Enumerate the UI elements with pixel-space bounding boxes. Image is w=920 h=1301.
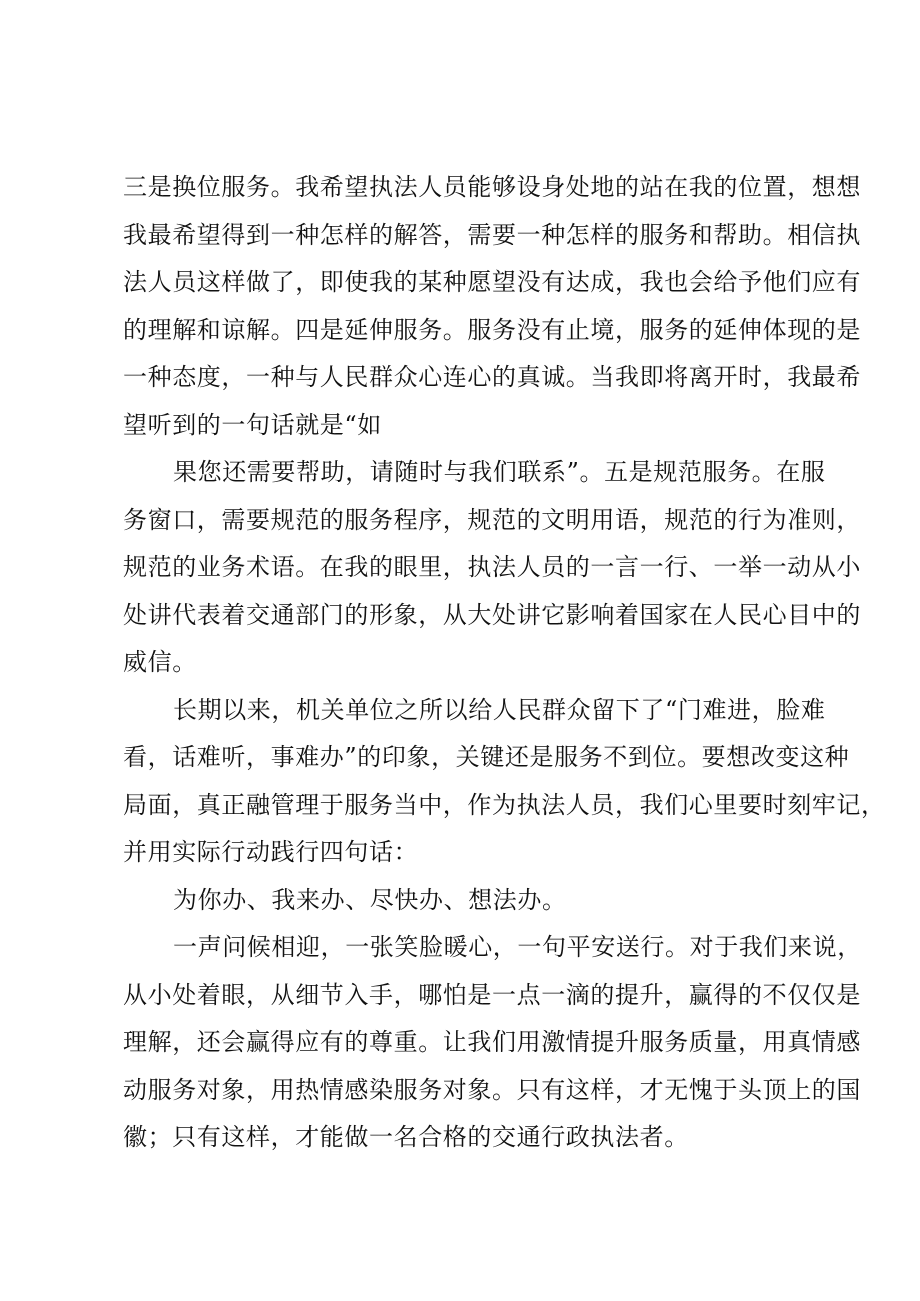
text-line: 一种态度，一种与人民群众心连心的真诚。当我即将离开时，我最希 bbox=[123, 363, 861, 391]
text-line: 处讲代表着交通部门的形象，从大处讲它影响着国家在人民心目中的 bbox=[123, 600, 861, 629]
text-line: 局面，真正融管理于服务当中，作为执法人员，我们心里要时刻牢记， bbox=[123, 790, 886, 819]
text-line: 三是换位服务。我希望执法人员能够设身处地的站在我的位置，想想 bbox=[123, 173, 861, 201]
text-line: 理解，还会赢得应有的尊重。让我们用激情提升服务质量，用真情感 bbox=[123, 1028, 861, 1056]
text-line: 果您还需要帮助，请随时与我们联系”。五是规范服务。在服 bbox=[173, 458, 826, 486]
text-line: 为你办、我来办、尽快办、想法办。 bbox=[173, 885, 567, 914]
text-line: 威信。 bbox=[123, 648, 197, 676]
text-line: 法人员这样做了，即使我的某种愿望没有达成，我也会给予他们应有 bbox=[123, 268, 861, 296]
text-line: 规范的业务术语。在我的眼里，执法人员的一言一行、一举一动从小 bbox=[123, 553, 861, 581]
text-line: 看，话难听，事难办”的印象，关键还是服务不到位。要想改变这种 bbox=[123, 743, 850, 771]
document-body bbox=[123, 164, 886, 1162]
text-line: 一声问候相迎，一张笑脸暖心，一句平安送行。对于我们来说， bbox=[173, 933, 862, 961]
text-line: 长期以来，机关单位之所以给人民群众留下了“门难进，脸难 bbox=[173, 695, 826, 724]
text-line: 从小处着眼，从细节入手，哪怕是一点一滴的提升，赢得的不仅仅是 bbox=[123, 980, 861, 1009]
text-line: 并用实际行动践行四句话： bbox=[123, 838, 419, 866]
text-line: 徽；只有这样，才能做一名合格的交通行政执法者。 bbox=[123, 1123, 689, 1151]
text-line: 动服务对象，用热情感染服务对象。只有这样，才无愧于头顶上的国 bbox=[123, 1075, 861, 1104]
text-line: 望听到的一句话就是“如 bbox=[123, 410, 382, 439]
text-line: 的理解和谅解。四是延伸服务。服务没有止境，服务的延伸体现的是 bbox=[123, 315, 861, 344]
text-line: 务窗口，需要规范的服务程序，规范的文明用语，规范的行为准则， bbox=[123, 505, 861, 534]
text-line: 我最希望得到一种怎样的解答，需要一种怎样的服务和帮助。相信执 bbox=[123, 220, 861, 249]
